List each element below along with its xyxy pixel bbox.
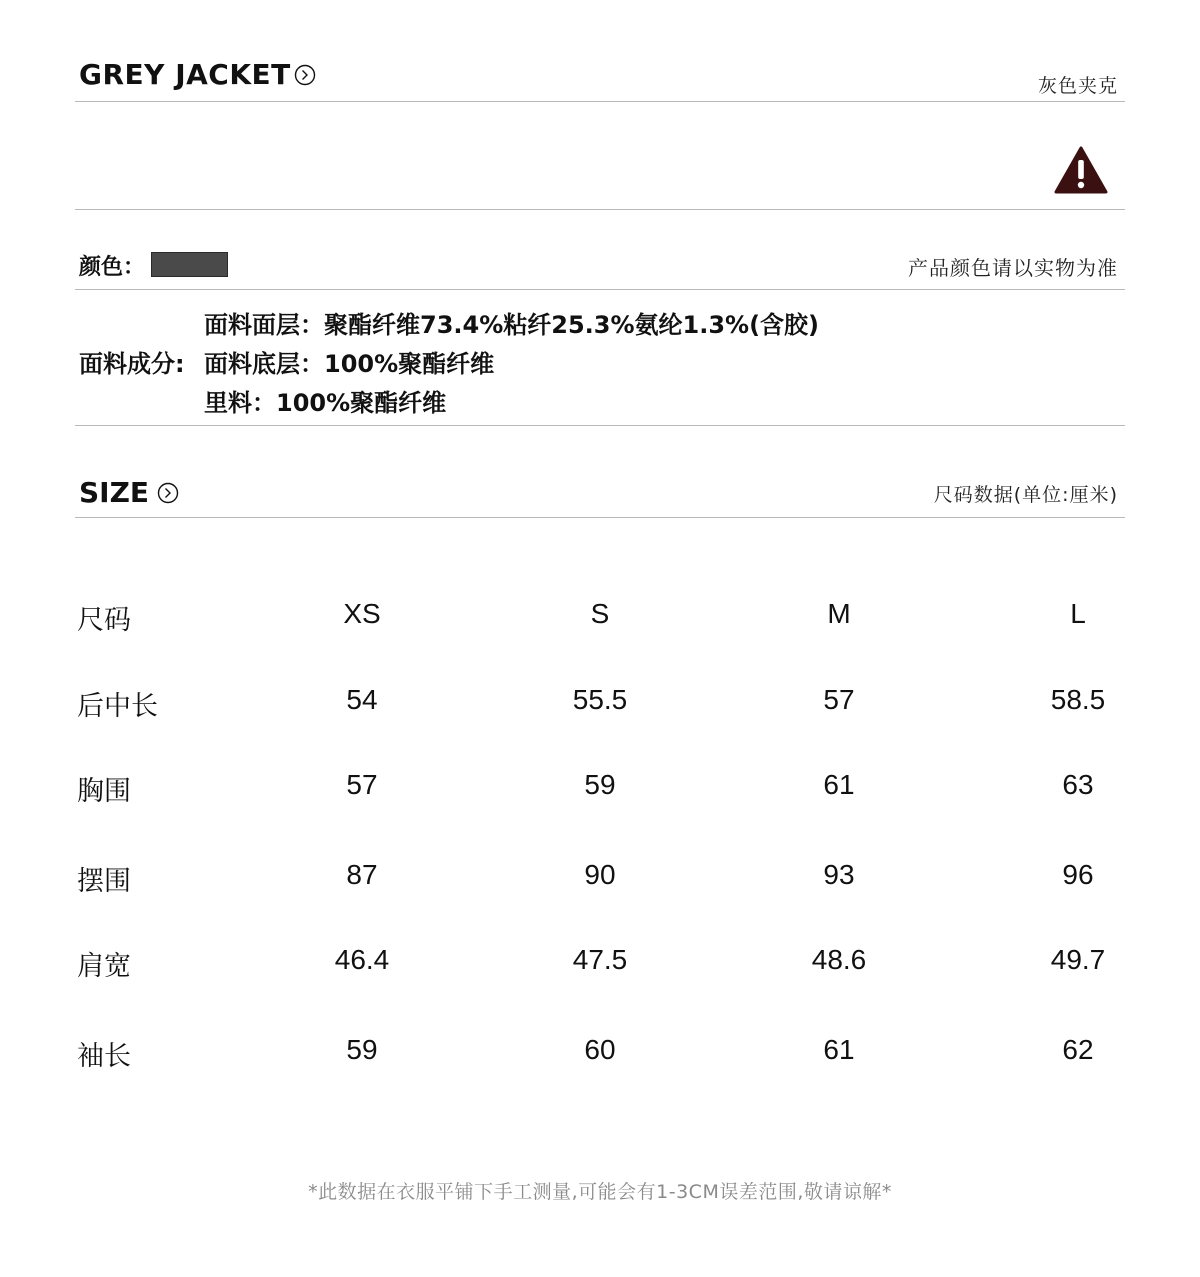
table-cell: 61 bbox=[823, 1034, 855, 1065]
table-cell: 93 bbox=[823, 859, 855, 890]
fabric-line: 面料面层：聚酯纤维73.4%粘纤25.3%氨纶1.3%(含胶) bbox=[204, 311, 820, 339]
table-cell: 59 bbox=[584, 769, 616, 800]
table-cell: 59 bbox=[346, 1034, 378, 1065]
size-unit-note: 尺码数据(单位:厘米) bbox=[933, 484, 1118, 506]
row-label: 后中长 bbox=[77, 691, 158, 722]
table-cell: 46.4 bbox=[334, 944, 390, 975]
table-row bbox=[0, 684, 1200, 724]
table-cell: 61 bbox=[823, 769, 855, 800]
table-cell: 55.5 bbox=[572, 684, 628, 715]
fabric-label: 面料成分: bbox=[79, 350, 185, 378]
table-row bbox=[0, 769, 1200, 809]
table-cell: 90 bbox=[584, 859, 616, 890]
color-note: 产品颜色请以实物为准 bbox=[908, 256, 1118, 280]
divider bbox=[75, 425, 1125, 426]
color-swatch bbox=[151, 252, 228, 277]
size-header-cell: M bbox=[827, 598, 851, 629]
page-title bbox=[79, 58, 316, 91]
chevron-circle-right-icon bbox=[157, 482, 179, 504]
row-label: 尺码 bbox=[77, 605, 131, 636]
chevron-circle-right-icon bbox=[294, 64, 316, 86]
table-cell: 87 bbox=[346, 859, 378, 890]
table-cell: 57 bbox=[823, 684, 855, 715]
table-cell: 49.7 bbox=[1050, 944, 1106, 975]
row-label: 肩宽 bbox=[77, 951, 131, 982]
table-cell: 58.5 bbox=[1050, 684, 1106, 715]
table-header-row bbox=[0, 598, 1200, 638]
table-cell: 57 bbox=[346, 769, 378, 800]
size-header-cell: XS bbox=[343, 598, 381, 629]
row-label: 摆围 bbox=[77, 866, 131, 897]
size-title-text: SIZE bbox=[79, 476, 150, 509]
divider bbox=[75, 209, 1125, 210]
measurement-footnote: *此数据在衣服平铺下手工测量,可能会有1-3CM误差范围,敬请谅解* bbox=[308, 1181, 892, 1203]
size-header-cell: S bbox=[590, 598, 610, 629]
table-cell: 48.6 bbox=[811, 944, 867, 975]
table-cell: 63 bbox=[1062, 769, 1094, 800]
table-cell: 62 bbox=[1062, 1034, 1094, 1065]
fabric-line: 里料：100%聚酯纤维 bbox=[204, 389, 447, 417]
size-header-cell: L bbox=[1070, 598, 1086, 629]
divider bbox=[75, 101, 1125, 102]
size-title bbox=[79, 476, 179, 509]
row-label: 袖长 bbox=[77, 1041, 131, 1072]
divider bbox=[75, 517, 1125, 518]
table-cell: 47.5 bbox=[572, 944, 628, 975]
table-row bbox=[0, 944, 1200, 984]
row-label: 胸围 bbox=[77, 776, 131, 807]
title-cn: 灰色夹克 bbox=[1037, 75, 1118, 97]
divider bbox=[75, 289, 1125, 290]
table-cell: 96 bbox=[1062, 859, 1094, 890]
fabric-line: 面料底层：100%聚酯纤维 bbox=[204, 350, 495, 378]
table-row bbox=[0, 1034, 1200, 1074]
table-cell: 60 bbox=[584, 1034, 616, 1065]
title-text: GREY JACKET bbox=[79, 58, 291, 91]
warning-icon bbox=[1054, 145, 1108, 195]
table-cell: 54 bbox=[346, 684, 378, 715]
color-label: 颜色： bbox=[79, 255, 146, 280]
table-row bbox=[0, 859, 1200, 899]
